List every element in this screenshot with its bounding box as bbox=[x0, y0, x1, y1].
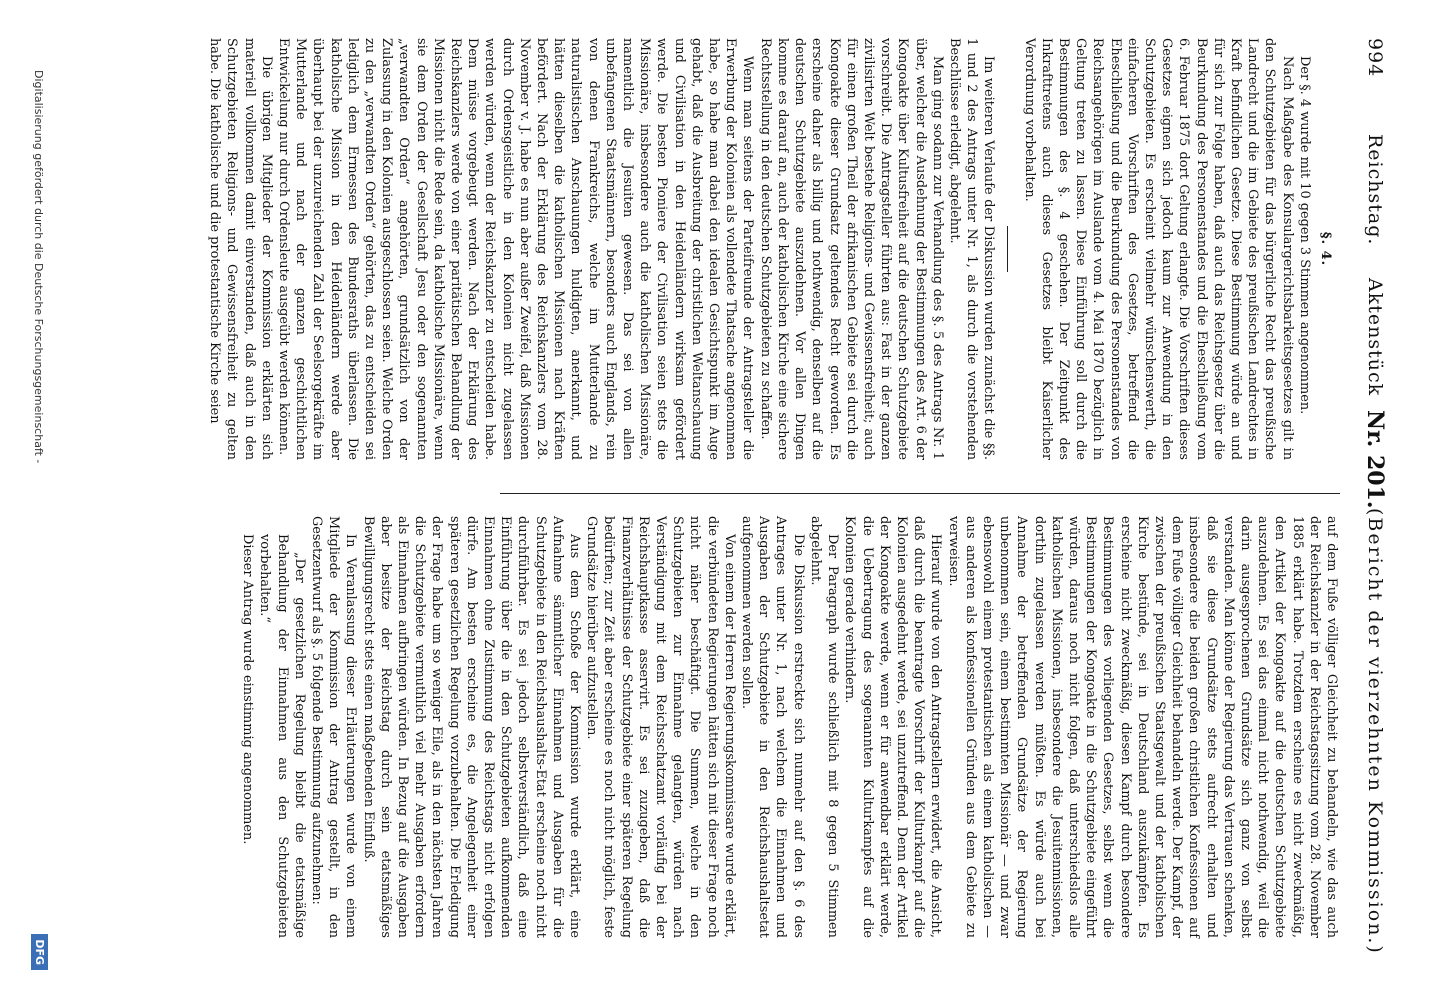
paragraph: Die übrigen Mitglieder der Kommission erklärten sich materiell vollkommen damit einverstanden, daß auch in den Schutzgebieten Religions- und Gewissensfreiheit zu gelten habe. Die katholische und die protestantische Kirche seien bbox=[207, 38, 274, 460]
paragraph: Wenn man seitens der Parteifreunde der Antragsteller die Erwerbung der Kolonien als vollendete Thatsache angenommen habe, so habe man dabei den idealen Gesichtspunkt im Auge gehabt, daß die Ausbreitung der christlichen Weltanschauung und Civilisation in den Heidenländern wirksam gefördert werde. Die besten Pioniere der Civilisation seien stets die Missionäre, insbesondere auch die katholischen Missionäre, namentlich die Jesuiten gewesen. Das sei von allen unbefangenen Staatsmännern, besonders auch Englands, rein von denen Frankreichs, welche im Mutterlande zu naturalistischen Anschauungen huldigten, anerkannt, und hätten dieselben die katholischen Missionen nach Kräften befördert. Nach der Erklärung des Reichskanzlers vom 28. November v. J. habe es nun aber außer Zweifel, daß Missionen durch Ordensgeistliche in den Kolonien nicht zugelassen werden würden, wenn der Reichskanzler zu entscheiden habe. Dem müsse vorgebeugt werden. Nach der Erklärung des Reichskanzlers werde von einer paritätischen Behandlung der Missionen nicht die Rede sein, da katholische Missionäre, wenn sie dem Orden der Gesellschaft Jesu oder den sogenannten „verwandten Orden“ angehörten, grundsätzlich von der Zulassung in den Kolonien ausgeschlossen seien. Welche Orden zu den „verwandten Orden“ gehörten, das zu entscheiden sei lediglich dem Ermessen des Bundesraths überlassen. Die katholische Mission in den Heidenländern werde aber überhaupt bei der unzureichenden Zahl der Seelsorgekräfte im Mutterlande und nach der ganzen geschichtlichen Entwickelung nur durch Ordensleute ausgeübt werden können. bbox=[276, 38, 756, 460]
column-divider bbox=[500, 493, 1340, 494]
page-number: 994 bbox=[1364, 38, 1386, 78]
section-title: §. 4. bbox=[1318, 231, 1333, 267]
paragraph: auf dem Fuße völliger Gleichheit zu behandeln, wie das auch der Reichskanzler in der Reichstagssitzung vom 28. November 1885 erklärt habe. Trotzdem erscheine es nicht zweckmäßig, den Artikel der Kongoakte auf die deutschen Schutzgebiete auszudehnen. Es sei das einmal nicht nothwendig, weil die darin ausgesprochenen Grundsätze sich ganz von selbst verstanden. Man könne der Regierung das Vertrauen schenken, daß sie diese Grundsätze stets aufrecht erhalten und insbesondere die beiden großen christlichen Konfessionen auf dem Fuße völliger Gleichheit behandeln werde. Der Kampf, der zwischen der preußischen Staatsgewalt und der katholischen Kirche bestünde, sei in Deutschland auszukämpfen. Es erscheine nicht zweckmäßig, diesen Kampf durch besondere Bestimmungen des vorliegenden Gesetzes, selbst wenn die Bestimmungen der Kongoakte in die Schutzgebiete eingeführt würden, daraus noch nicht folgen, daß unterschiedslos alle katholischen Missionen, insbesondere die Jesuitenmissionen, dorthin zugelassen werden müßten. Es würde auch bei Annahme der betreffenden Grundsätze der Regierung unbenommen sein, einem bestimmten Missionär — und zwar ebensowohl einem protestantischen als einem katholischen — aus anderen als konfessionellen Gründen aus dem Gebiete zu verweisen. bbox=[945, 516, 1339, 938]
quoted-provision: „Der gesetzlichen Regelung bleibt die etatsmäßige Behandlung der Einnahmen aus den Schutzgebieten vorbehalten.“ bbox=[257, 534, 307, 938]
dfg-logo: DFG bbox=[31, 934, 48, 970]
paragraph: Hierauf wurde von den Antragstellern erwidert, die Ansicht, daß durch die beantragte Vorschrift der Kulturkampf auf die Kolonien ausgedehnt werde, sei unzutreffend. Denn der Artikel der Kongoakte werde, wenn er für anwendbar erklärt werde, die Uebertragung des sogenannten Kulturkampfes auf die Kolonien gerade verhindern. bbox=[842, 516, 944, 938]
left-column bbox=[206, 38, 1340, 460]
paragraph: In Veranlassung dieser Erläuterungen wurde von einem Mitgliede der Kommission der Antrag gestellt, in den Gesetzentwurf als §. 5 folgende Bestimmung aufzunehmen: bbox=[309, 516, 359, 938]
paragraph: Nach Maßgabe des Konsulargerichtsbarkeitsgesetzes gilt in den Schutzgebieten für das bürgerliche Recht das preußische Landrecht und die im Gebiete des preußischen Landrechtes in Kraft befindlichen Gesetze. Diese Bestimmung würde an und für sich zur Folge haben, daß auch das Reichsgesetz über die Beurkundung des Personenstandes und die Eheschließung vom 6. Februar 1875 dort Geltung erlangte. Die Vorschriften dieses Gesetzes eignen sich jedoch kaum zur Anwendung in den Schutzgebieten. Es erscheint vielmehr wünschenswerth, die einfacheren Vorschriften des Gesetzes, betreffend die Eheschließung und die Beurkundung des Personenstandes von Reichsangehörigen im Auslande vom 4. Mai 1870 bezüglich in Geltung treten zu lassen. Diese Einführung soll durch die Bestimmungen des §. 4 geschehen. Der Zeitpunkt des Inkrafttretens auch dieses Gesetzes bleibt Kaiserlicher Verordnung vorbehalten. bbox=[1021, 38, 1295, 460]
right-column bbox=[239, 516, 1340, 938]
page-header bbox=[1354, 38, 1390, 963]
paragraph: Von einem der Herren Regierungskommissare wurde erklärt, die verbündeten Regierungen hätten sich mit dieser Frage noch nicht näher beschäftigt. Die Summen, welche in den Schutzgebieten zur Einnahme gelangten, würden nach Verständigung mit dem Reichsschatzamt vorläufig bei der Reichshauptkasse asservirt. Es sei zuzugeben, daß die Finanzverhältnisse der Schutzgebiete einer späteren Regelung bedürften; zur Zeit aber erscheine es noch nicht möglich, feste Grundsätze hierüber aufzustellen. bbox=[584, 516, 737, 938]
document-number: Nr. 201. bbox=[1362, 410, 1388, 509]
paragraph: Aus dem Schoße der Kommission wurde erklärt, eine Aufnahme sämmtlicher Einnahmen und Ausgaben für die Schutzgebiete in den Reichshaushalts-Etat erscheine noch nicht durchführbar. Es sei jedoch selbstverständlich, daß eine Einführung über die in den Schutzgebieten aufkommenden Einnahmen ohne Zustimmung des Reichstags nicht erfolgen dürfe. Am besten erscheine es, die Angelegenheit einer späteren gesetzlichen Regelung vorzubehalten. Die Erledigung der Frage habe um so weniger Eile, als in den nächsten Jahren die Schutzgebiete vermuthlich viel mehr Ausgaben erfordern als Einnahmen aufbringen würden. In Bezug auf die Ausgaben aber besitze der Reichstag durch sein etatsmäßiges Bewilligungsrecht stets einen maßgebenden Einfluß. bbox=[360, 516, 583, 938]
report-title: (Bericht der vierzehnten Kommission.) bbox=[1364, 508, 1386, 955]
paragraph: Der Paragraph wurde schließlich mit 8 gegen 5 Stimmen abgelehnt. bbox=[807, 516, 841, 938]
running-title: Reichstag. bbox=[1364, 134, 1386, 246]
paragraph: Im weiteren Verlaufe der Diskussion wurden zunächst die §§. 1 und 2 des Antrags unter Nr. 1, als durch die vorstehenden Beschlüsse erledigt, abgelehnt. bbox=[946, 38, 997, 460]
digitization-footer bbox=[28, 70, 48, 970]
document-type: Aktenstück bbox=[1364, 278, 1386, 397]
paragraph: Man ging sodann zur Verhandlung des §. 5 des Antrags Nr. 1 über, welcher die Ausdehnung der Bestimmungen des Art. 6 der Kongoakte über Kultusfreiheit auf die deutschen Schutzgebiete vorschreibt. Die Antragsteller führten aus: Fast in der ganzen zivilisirten Welt bestehe Religions- und Gewissensfreiheit; auch für einen großen Theil der afrikanischen Gebiete sei durch die Kongoakte dieser Grundsatz geltendes Recht geworden. Es erscheine daher als billig und nothwendig, denselben auf die deutschen Schutzgebiete auszudehnen. Vor allen Dingen komme es darauf an, auch der katholischen Kirche eine sichere Rechtsstellung in den deutschen Schutzgebieten zu schaffen. bbox=[757, 38, 945, 460]
digitization-note: Digitalisierung gefördert durch die Deutsche Forschungsgemeinschaft - bbox=[32, 70, 45, 464]
paragraph: Dieser Antrag wurde einstimmig angenommen. bbox=[240, 534, 256, 845]
paragraph: Der §. 4 wurde mit 10 gegen 3 Stimmen angenommen. bbox=[1296, 56, 1312, 415]
paragraph: Die Diskussion erstreckte sich nunmehr auf den §. 6 des Antrages unter Nr. 1, nach welchem die Einnahmen und Ausgaben der Schutzgebiete in den Reichshaushaltsetat aufgenommen werden sollen. bbox=[739, 516, 806, 938]
section-divider bbox=[1007, 226, 1008, 272]
